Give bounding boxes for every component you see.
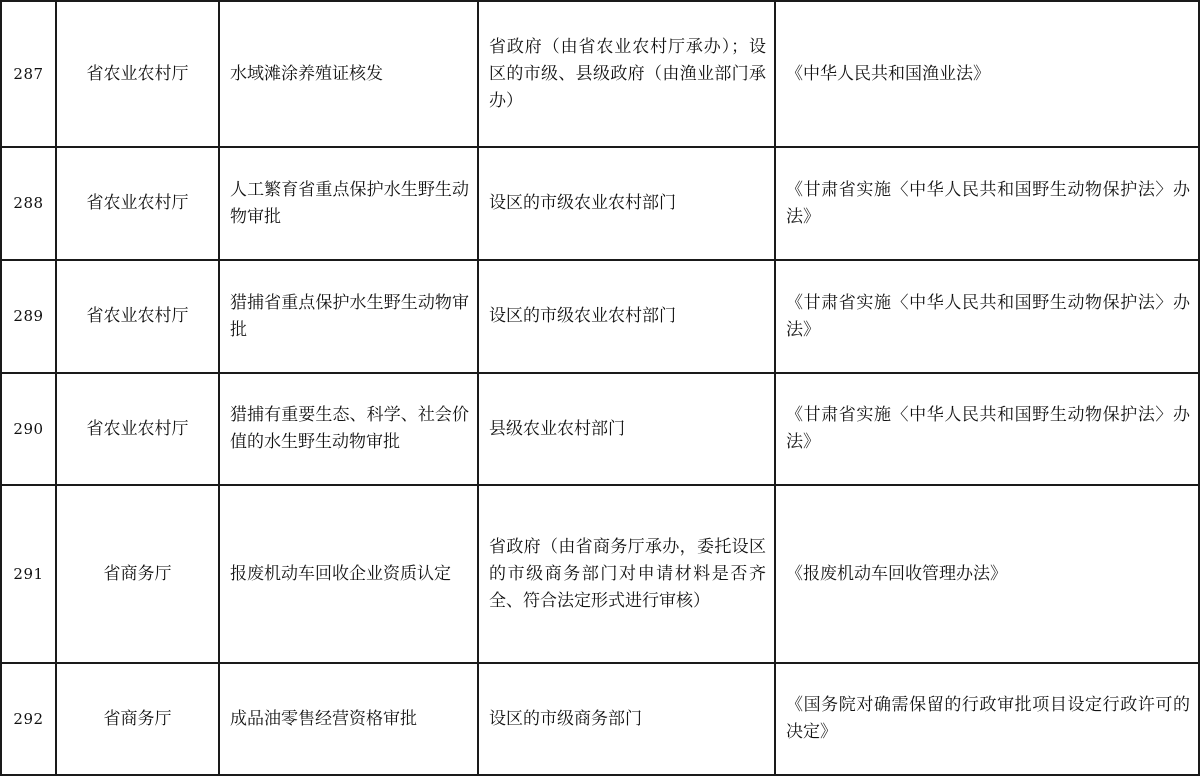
row-number: 289 (1, 260, 56, 373)
approval-item-cell: 猎捕省重点保护水生野生动物审批 (219, 260, 478, 373)
department-cell: 省商务厅 (56, 485, 219, 663)
table-row (1, 260, 1199, 373)
department-cell: 省农业农村厅 (56, 147, 219, 260)
legal-basis-cell: 《甘肃省实施〈中华人民共和国野生动物保护法〉办法》 (775, 260, 1199, 373)
implementing-body-cell: 省政府（由省农业农村厅承办）；设区的市级、县级政府（由渔业部门承办） (478, 1, 775, 147)
table-row (1, 373, 1199, 485)
department-cell: 省农业农村厅 (56, 373, 219, 485)
legal-basis-cell: 《中华人民共和国渔业法》 (775, 1, 1199, 147)
implementing-body-cell: 省政府（由省商务厅承办，委托设区的市级商务部门对申请材料是否齐全、符合法定形式进行审核） (478, 485, 775, 663)
row-number: 291 (1, 485, 56, 663)
legal-basis-cell: 《甘肃省实施〈中华人民共和国野生动物保护法〉办法》 (775, 147, 1199, 260)
table-row (1, 147, 1199, 260)
table-row (1, 485, 1199, 663)
department-cell: 省农业农村厅 (56, 260, 219, 373)
department-cell: 省农业农村厅 (56, 1, 219, 147)
row-number: 292 (1, 663, 56, 775)
implementing-body-cell: 县级农业农村部门 (478, 373, 775, 485)
approval-item-cell: 人工繁育省重点保护水生野生动物审批 (219, 147, 478, 260)
row-number: 288 (1, 147, 56, 260)
approval-item-cell: 水域滩涂养殖证核发 (219, 1, 478, 147)
row-number: 290 (1, 373, 56, 485)
legal-basis-cell: 《甘肃省实施〈中华人民共和国野生动物保护法〉办法》 (775, 373, 1199, 485)
legal-basis-cell: 《报废机动车回收管理办法》 (775, 485, 1199, 663)
department-cell: 省商务厅 (56, 663, 219, 775)
approval-item-cell: 报废机动车回收企业资质认定 (219, 485, 478, 663)
implementing-body-cell: 设区的市级农业农村部门 (478, 260, 775, 373)
approval-item-cell: 猎捕有重要生态、科学、社会价值的水生野生动物审批 (219, 373, 478, 485)
table-row (1, 1, 1199, 147)
implementing-body-cell: 设区的市级农业农村部门 (478, 147, 775, 260)
implementing-body-cell: 设区的市级商务部门 (478, 663, 775, 775)
legal-basis-cell: 《国务院对确需保留的行政审批项目设定行政许可的决定》 (775, 663, 1199, 775)
table-row (1, 663, 1199, 775)
row-number: 287 (1, 1, 56, 147)
approval-item-cell: 成品油零售经营资格审批 (219, 663, 478, 775)
